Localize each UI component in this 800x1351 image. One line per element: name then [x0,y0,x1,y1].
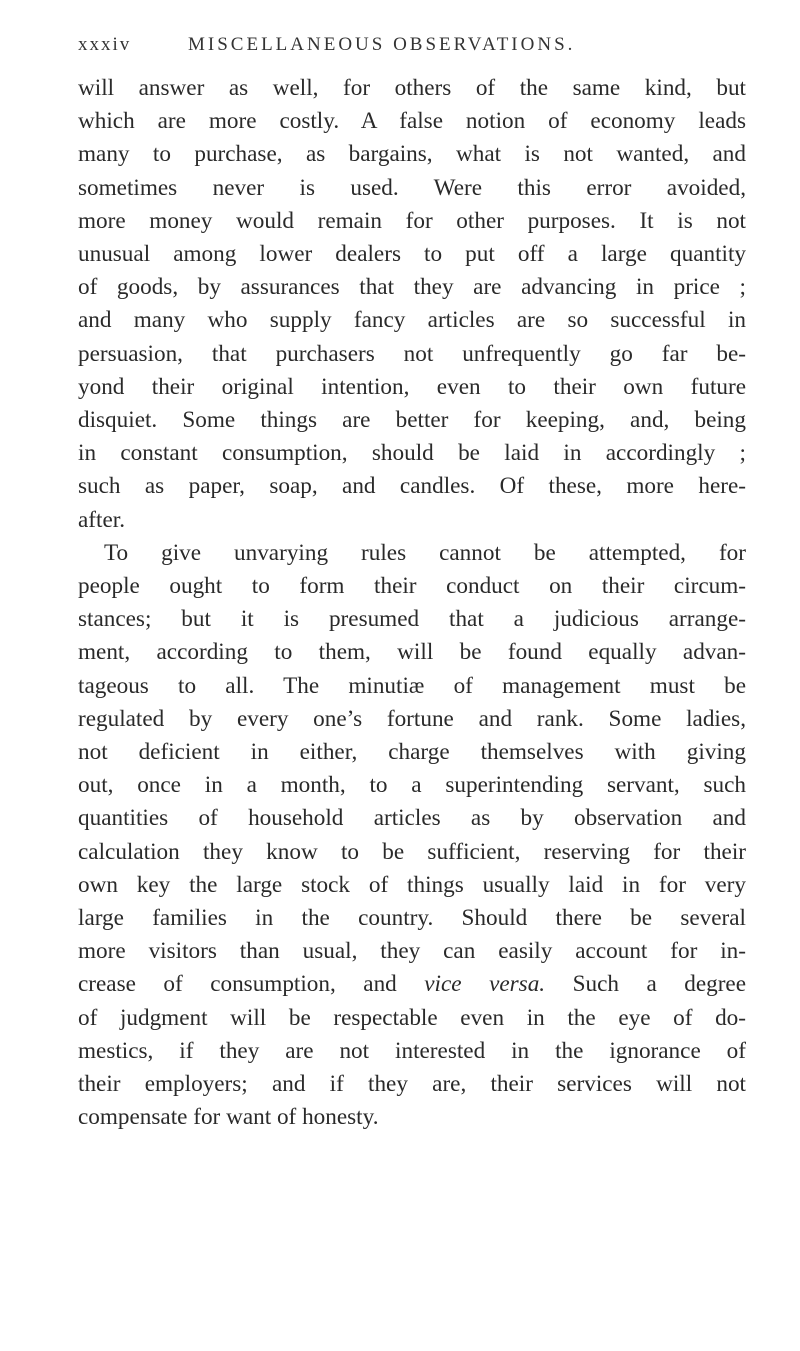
text-segment: crease of consumption, and [78,971,397,998]
text-line: large families in the country. Should there be several [78,905,746,932]
text-line: ment, according to them, will be found equally advan- [78,639,746,666]
text-line: in constant consumption, should be laid in accordingly ; [78,440,746,467]
running-title: MISCELLANEOUS OBSERVATIONS. [188,34,576,55]
text-line: disquiet. Some things are better for keeping, and, being [78,407,746,434]
text-line: regulated by every one’s fortune and rank. Some ladies, [78,705,746,732]
text-line: and many who supply fancy articles are so successful in [78,307,746,334]
text-line: of goods, by assurances that they are advancing in price ; [78,274,746,301]
text-line: which are more costly. A false notion of economy leads [78,108,746,135]
text-line: will answer as well, for others of the same kind, but [78,75,746,101]
body-text [78,72,746,1135]
text-line: more visitors than usual, they can easily account for in- [78,938,746,965]
text-line: such as paper, soap, and candles. Of these, more here- [78,473,746,500]
text-line: sometimes never is used. Were this error avoided, [78,174,746,201]
text-line: not deficient in either, charge themselves with giving [78,739,746,766]
text-line: mestics, if they are not interested in the ignorance of [78,1037,746,1064]
paragraph-1 [78,72,746,537]
text-segment: Such a degree [545,971,747,998]
text-line: of judgment will be respectable even in the eye of do- [78,1004,746,1031]
text-line: unusual among lower dealers to put off a large quantity [78,241,746,268]
text-line: people ought to form their conduct on their circum- [78,573,746,600]
text-line: persuasion, that purchasers not unfrequently go far be- [78,340,746,367]
italic-phrase: vice versa. [424,971,546,998]
text-line: own key the large stock of things usually laid in for very [78,871,746,898]
text-line: compensate for want of honesty. [78,1104,379,1131]
text-line: their employers; and if they are, their services will not [78,1071,746,1098]
paragraph-2 [78,537,746,1135]
text-line: yond their original intention, even to their own future [78,373,746,400]
text-line: stances; but it is presumed that a judicious arrange- [78,606,746,633]
text-line: quantities of household articles as by observation and [78,805,746,832]
page-number: xxxiv [78,34,132,55]
book-page [78,34,746,1135]
text-line-with-italic [78,968,746,1001]
running-head [78,34,746,60]
text-line: out, once in a month, to a superintending servant, such [78,772,746,799]
text-line: after. [78,506,125,533]
text-line: many to purchase, as bargains, what is not wanted, and [78,141,746,168]
text-line: tageous to all. The minutiæ of management must be [78,672,746,699]
text-line: more money would remain for other purposes. It is not [78,207,746,234]
text-line: calculation they know to be sufficient, reserving for their [78,838,746,865]
text-line: To give unvarying rules cannot be attempted, for [104,539,746,566]
